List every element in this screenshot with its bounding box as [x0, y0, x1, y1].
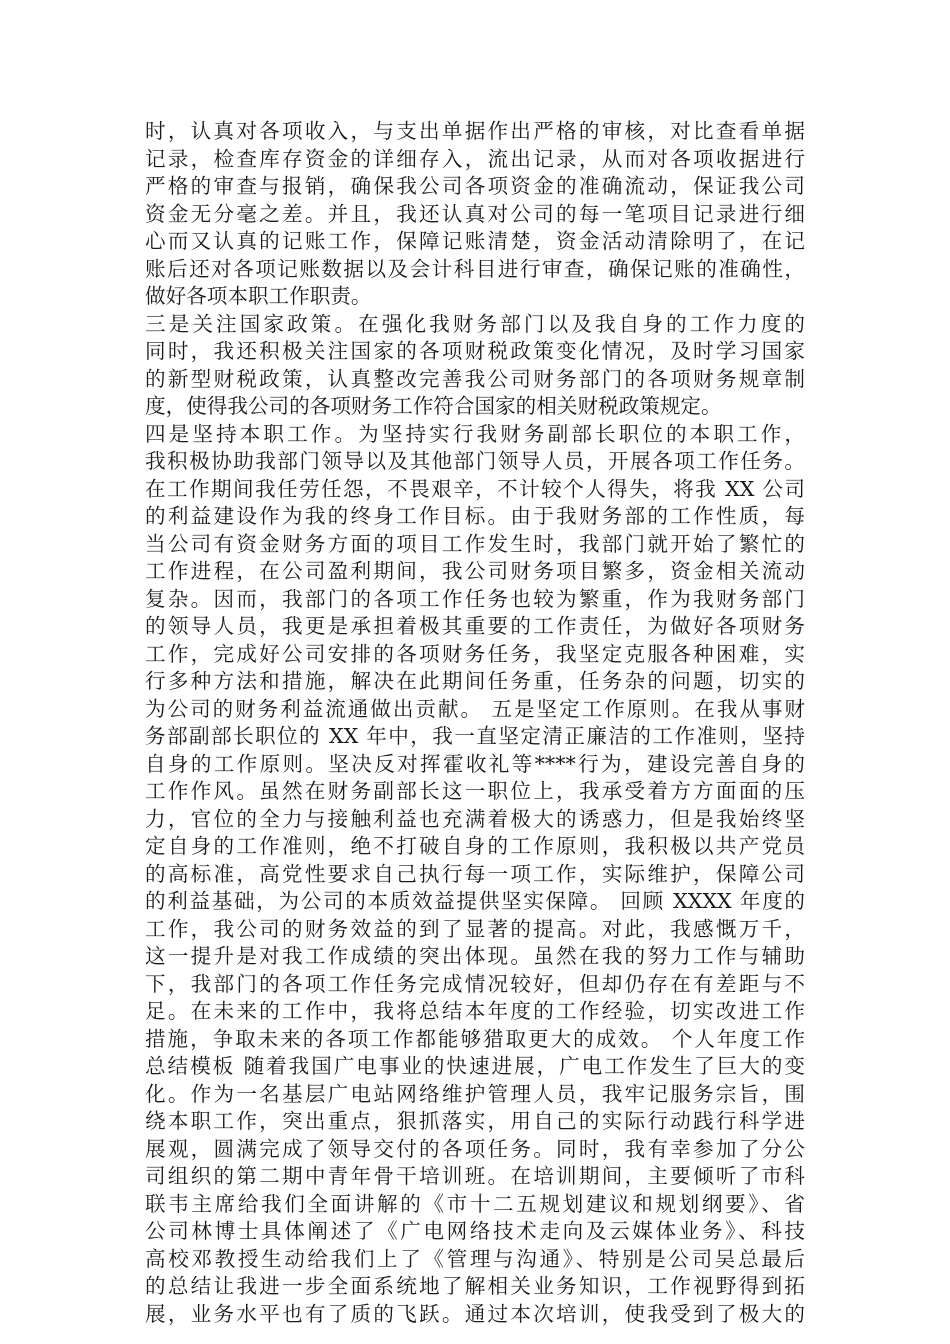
text-line: 司组织的第二期中青年骨干培训班。在培训期间，主要倾听了市科	[145, 1164, 805, 1188]
text-line: 记录，检查库存资金的详细存入，流出记录，从而对各项收据进行	[145, 146, 805, 171]
text-line: 当公司有资金财务方面的项目工作发生时，我部门就开始了繁忙的	[145, 531, 805, 556]
text-line: 资金无分毫之差。并且，我还认真对公司的每一笔项目记录进行细	[145, 201, 805, 226]
text-line: 的新型财税政策，认真整改完善我公司财务部门的各项财务规章制	[145, 366, 805, 391]
text-line: 下，我部门的各项工作任务完成情况较好，但却仍存在有差距与不	[145, 971, 805, 996]
text-line: 复杂。因而，我部门的各项工作任务也较为繁重，作为我财务部门	[145, 586, 805, 611]
text-line: 自身的工作原则。坚决反对挥霍收礼等****行为，建设完善自身的	[145, 751, 805, 776]
text-line: 公司林博士具体阐述了《广电网络技术走向及云媒体业务》、科技	[145, 1219, 805, 1243]
text-line: 三是关注国家政策。在强化我财务部门以及我自身的工作力度的	[145, 311, 805, 336]
text-line: 工作作风。虽然在财务副部长这一职位上，我承受着方方面面的压	[145, 779, 805, 803]
text-line: 的利益建设作为我的终身工作目标。由于我财务部的工作性质，每	[145, 504, 805, 528]
text-line: 这一提升是对我工作成绩的突出体现。虽然在我的努力工作与辅助	[145, 944, 805, 968]
text-line: 展观，圆满完成了领导交付的各项任务。同时，我有幸参加了分公	[145, 1136, 805, 1161]
text-line: 展，业务水平也有了质的飞跃。通过本次培训，使我受到了极大的	[145, 1301, 805, 1326]
text-line: 工作，完成好公司安排的各项财务任务，我坚定克服各种困难，实	[145, 641, 805, 666]
document-body	[145, 118, 805, 1328]
text-line: 工作，我公司的财务效益的到了显著的提高。对此，我感慨万千，	[145, 916, 805, 941]
text-line: 联韦主席给我们全面讲解的《市十二五规划建议和规划纲要》、省	[145, 1191, 805, 1216]
text-line: 的领导人员，我更是承担着极其重要的工作责任，为做好各项财务	[145, 614, 805, 638]
text-line: 务部副部长职位的 XX 年中，我一直坚定清正廉洁的工作准则，坚持	[145, 724, 805, 748]
text-line: 化。作为一名基层广电站网络维护管理人员，我牢记服务宗旨，围	[145, 1081, 805, 1106]
text-line: 行多种方法和措施，解决在此期间任务重，任务杂的问题，切实的	[145, 669, 805, 693]
text-line: 为公司的财务利益流通做出贡献。 五是坚定工作原则。在我从事财	[145, 696, 805, 721]
text-line: 度，使得我公司的各项财务工作符合国家的相关财税政策规定。	[145, 394, 722, 418]
text-line: 措施，争取未来的各项工作都能够猎取更大的成效。 个人年度工作	[145, 1026, 805, 1051]
text-line: 高校邓教授生动给我们上了《管理与沟通》、特别是公司吴总最后	[145, 1246, 805, 1271]
text-line: 账后还对各项记账数据以及会计科目进行审查，确保记账的准确性，	[145, 256, 805, 281]
text-line: 严格的审查与报销，确保我公司各项资金的准确流动，保证我公司	[145, 174, 805, 198]
text-line: 我积极协助我部门领导以及其他部门领导人员，开展各项工作任务。	[145, 449, 805, 473]
text-line: 时，认真对各项收入，与支出单据作出严格的审核，对比查看单据	[145, 119, 805, 143]
text-line: 足。在未来的工作中，我将总结本年度的工作经验，切实改进工作	[145, 999, 805, 1023]
text-line: 的总结让我进一步全面系统地了解相关业务知识，工作视野得到拓	[145, 1274, 805, 1298]
text-line: 定自身的工作准则，绝不打破自身的工作原则，我积极以共产党员	[145, 834, 805, 858]
text-line: 做好各项本职工作职责。	[145, 284, 372, 308]
text-line: 绕本职工作，突出重点，狠抓落实，用自己的实际行动践行科学进	[145, 1109, 805, 1133]
text-line: 在工作期间我任劳任怨，不畏艰辛，不计较个人得失，将我 XX 公司	[145, 476, 805, 501]
text-line: 同时，我还积极关注国家的各项财税政策变化情况，及时学习国家	[145, 339, 805, 363]
text-line: 工作进程，在公司盈利期间，我公司财务项目繁多，资金相关流动	[145, 559, 805, 583]
text-line: 总结模板 随着我国广电事业的快速进展，广电工作发生了巨大的变	[145, 1054, 805, 1078]
text-line: 四是坚持本职工作。为坚持实行我财务副部长职位的本职工作，	[145, 421, 805, 446]
text-line: 的高标准，高党性要求自己执行每一项工作，实际维护，保障公司	[145, 861, 805, 886]
text-line: 力，官位的全力与接触利益也充满着极大的诱惑力，但是我始终坚	[145, 806, 805, 831]
text-line: 心而又认真的记账工作，保障记账清楚，资金活动清除明了，在记	[145, 229, 805, 253]
text-line: 的利益基础，为公司的本质效益提供坚实保障。 回顾 XXXX 年度的	[145, 889, 805, 913]
